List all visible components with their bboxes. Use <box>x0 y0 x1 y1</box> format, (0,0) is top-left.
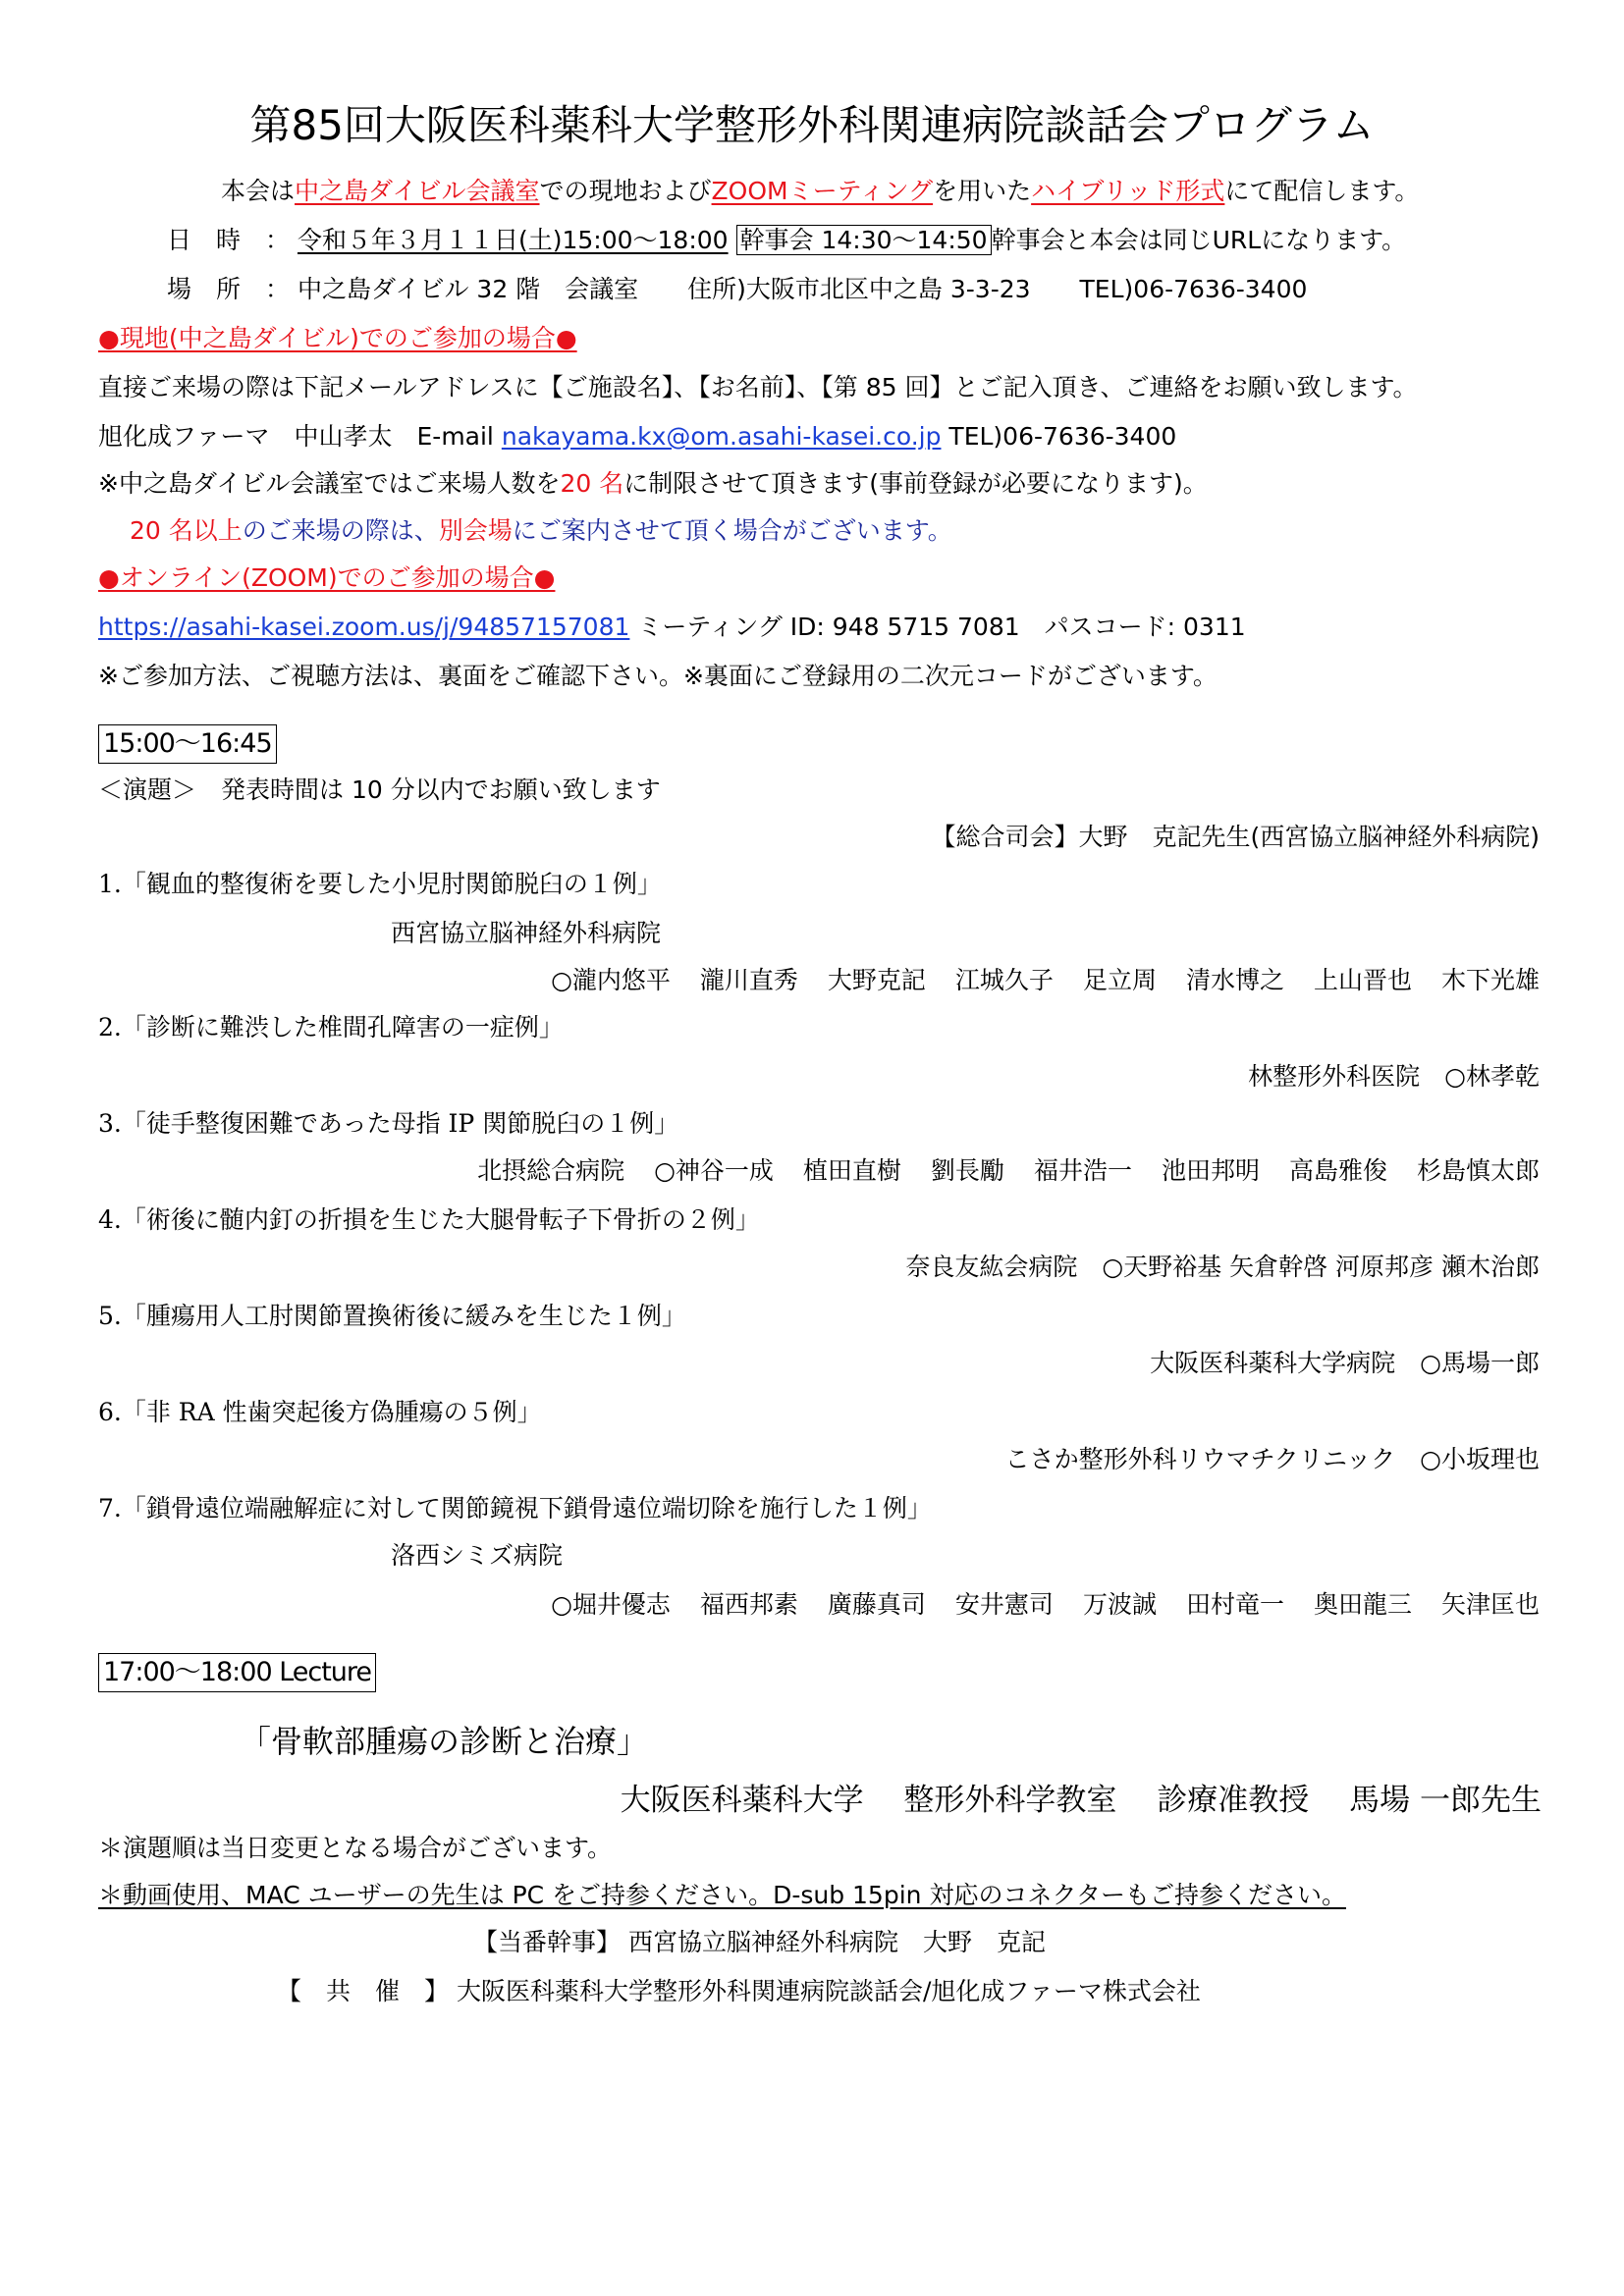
zoom-meeting-info: ミーティング ID: 948 5715 7081 パスコード: 0311 <box>637 613 1246 641</box>
author: 奥田龍三 <box>1313 1590 1412 1619</box>
author: 上山晋也 <box>1313 966 1412 994</box>
contact-email-link[interactable]: nakayama.kx@om.asahi-kasei.co.jp <box>501 422 942 451</box>
talk-4-affiliation: 奈良友紘会病院 ○天野裕基 矢倉幹啓 河原邦彦 瀬木治郎 <box>905 1253 1540 1281</box>
onsite-instructions: 直接ご来場の際は下記メールアドレスに【ご施設名】、【お名前】、【第 85 回】とご記入頂き、ご連絡をお願い致します。 <box>98 373 1418 401</box>
online-note: ※ご参加方法、ご視聴方法は、裏面をご確認下さい。※裏面にご登録用の二次元コードがございます。 <box>98 662 1218 690</box>
author: 植田直樹 <box>802 1156 901 1185</box>
intro-text-1: 本会は <box>221 177 296 205</box>
talks-heading: ＜演題＞ 発表時間は 10 分以内でお願い致します <box>98 775 661 804</box>
note-equipment: ＊動画使用、MAC ユーザーの先生は PC をご持参ください。D-sub 15pin 対応のコネクターもご持参ください。 <box>98 1881 1346 1909</box>
chair-line: 【総合司会】大野 克記先生(西宮協立脳神経外科病院) <box>931 823 1540 851</box>
page-title: 第85回大阪医科薬科大学整形外科関連病院談話会プログラム <box>249 101 1375 149</box>
contact-name: 旭化成ファーマ 中山孝太 E-mail <box>98 422 494 451</box>
author: 安井憲司 <box>954 1590 1054 1619</box>
limit-text-b: に制限させて頂きます(事前登録が必要になります)。 <box>623 469 1208 498</box>
talk-4-title: 4.「術後に髄内釘の折損を生じた大腿骨転子下骨折の２例」 <box>98 1205 760 1234</box>
talk-3-hospital: 北摂総合病院 <box>477 1156 625 1185</box>
staff-meeting-time: 幹事会 14:30〜14:50 <box>736 225 992 255</box>
author: 高島雅俊 <box>1288 1156 1387 1185</box>
talk-6-affiliation: こさか整形外科リウマチクリニック ○小坂理也 <box>1004 1445 1540 1473</box>
author: 足立周 <box>1082 966 1157 994</box>
lecturer: 大阪医科薬科大学 整形外科学教室 診療准教授 馬場 一郎先生 <box>620 1783 1542 1818</box>
datetime-line <box>167 224 1406 257</box>
duty-organizer: 【当番幹事】 西宮協立脳神経外科病院 大野 克記 <box>473 1928 1046 1956</box>
zoom-url-link[interactable]: https://asahi-kasei.zoom.us/j/94857157081 <box>98 613 630 641</box>
intro-text-3: を用いた <box>933 177 1032 205</box>
lecture-title: 「骨軟部腫瘍の診断と治療」 <box>240 1723 649 1760</box>
hybrid-highlight: ハイブリッド形式 <box>1031 177 1225 205</box>
author: 福井浩一 <box>1033 1156 1132 1185</box>
note-order: ＊演題順は当日変更となる場合がございます。 <box>98 1834 613 1862</box>
talk-3-title: 3.「徒手整復困難であった母指 IP 関節脱臼の１例」 <box>98 1109 679 1138</box>
overflow-text-d: にご案内させて頂く場合がございます。 <box>512 516 952 545</box>
place-line <box>167 273 1307 306</box>
limit-line <box>98 467 1208 501</box>
author: 廣藤真司 <box>827 1590 926 1619</box>
intro-line <box>221 175 1419 208</box>
author: 矢津匡也 <box>1440 1590 1540 1619</box>
author: 田村竜一 <box>1185 1590 1284 1619</box>
author: 大野克記 <box>827 966 926 994</box>
overflow-text-a: 20 名以上 <box>130 516 243 545</box>
overflow-text-b: のご来場の際は、 <box>242 516 439 545</box>
author: 福西邦素 <box>699 1590 798 1619</box>
contact-tel: TEL)06-7636-3400 <box>948 422 1177 451</box>
online-heading: ●オンライン(ZOOM)でのご参加の場合● <box>98 563 556 592</box>
session1-time-box <box>98 724 277 764</box>
talk-7-authors <box>551 1588 1540 1622</box>
zoom-highlight: ZOOMミーティング <box>711 177 934 205</box>
session2-time: 17:00〜18:00 Lecture <box>98 1653 376 1692</box>
author: ○神谷一成 <box>654 1156 774 1185</box>
talk-6-title: 6.「非 RA 性歯突起後方偽腫瘍の５例」 <box>98 1398 542 1426</box>
co-host: 【 共 催 】 大阪医科薬科大学整形外科関連病院談話会/旭化成ファーマ株式会社 <box>277 1977 1201 2005</box>
author: 木下光雄 <box>1440 966 1540 994</box>
zoom-line <box>98 611 1246 644</box>
talk-1-authors <box>551 964 1540 997</box>
author: 万波誠 <box>1082 1590 1157 1619</box>
author: 瀧川直秀 <box>699 966 798 994</box>
venue-highlight: 中之島ダイビル会議室 <box>295 177 540 205</box>
talk-1-title: 1.「観血的整復術を要した小児肘関節脱臼の１例」 <box>98 870 662 898</box>
talk-7-hospital: 洛西シミズ病院 <box>391 1541 564 1570</box>
author: ○瀧内悠平 <box>551 966 671 994</box>
session1-time: 15:00〜16:45 <box>98 724 277 764</box>
onsite-heading: ●現地(中之島ダイビル)でのご参加の場合● <box>98 324 577 352</box>
talk-5-title: 5.「腫瘍用人工肘関節置換術後に緩みを生じた１例」 <box>98 1302 686 1330</box>
author: 杉島慎太郎 <box>1416 1156 1540 1185</box>
datetime-label: 日 時 ： <box>167 226 291 254</box>
overflow-line <box>130 514 952 548</box>
author: 江城久子 <box>954 966 1054 994</box>
talk-7-title: 7.「鎖骨遠位端融解症に対して関節鏡視下鎖骨遠位端切除を施行した１例」 <box>98 1494 932 1522</box>
place-label: 場 所 ： <box>167 275 291 303</box>
datetime-note: 幹事会と本会は同じURLになります。 <box>991 226 1407 254</box>
limit-text-a: ※中之島ダイビル会議室ではご来場人数を <box>98 469 561 498</box>
session2-time-box <box>98 1653 376 1692</box>
talk-3-authors <box>477 1154 1540 1188</box>
intro-text-4: にて配信します。 <box>1224 177 1420 205</box>
author: ○堀井優志 <box>551 1590 671 1619</box>
author: 池田邦明 <box>1161 1156 1260 1185</box>
author: 劉長勵 <box>930 1156 1004 1185</box>
contact-line <box>98 420 1176 454</box>
overflow-text-c: 別会場 <box>438 516 513 545</box>
place-value: 中之島ダイビル 32 階 会議室 住所)大阪市北区中之島 3-3-23 TEL)06-7636-3400 <box>297 275 1308 303</box>
datetime-value: 令和５年３月１１日(土)15:00〜18:00 <box>297 226 729 254</box>
intro-text-2: での現地および <box>539 177 712 205</box>
limit-number: 20 名 <box>560 469 624 498</box>
talk-2-affiliation: 林整形外科医院 ○林孝乾 <box>1248 1062 1540 1091</box>
talk-5-affiliation: 大阪医科薬科大学病院 ○馬場一郎 <box>1150 1349 1540 1377</box>
talk-1-hospital: 西宮協立脳神経外科病院 <box>391 919 662 947</box>
author: 清水博之 <box>1185 966 1284 994</box>
talk-2-title: 2.「診断に難渋した椎間孔障害の一症例」 <box>98 1013 564 1041</box>
